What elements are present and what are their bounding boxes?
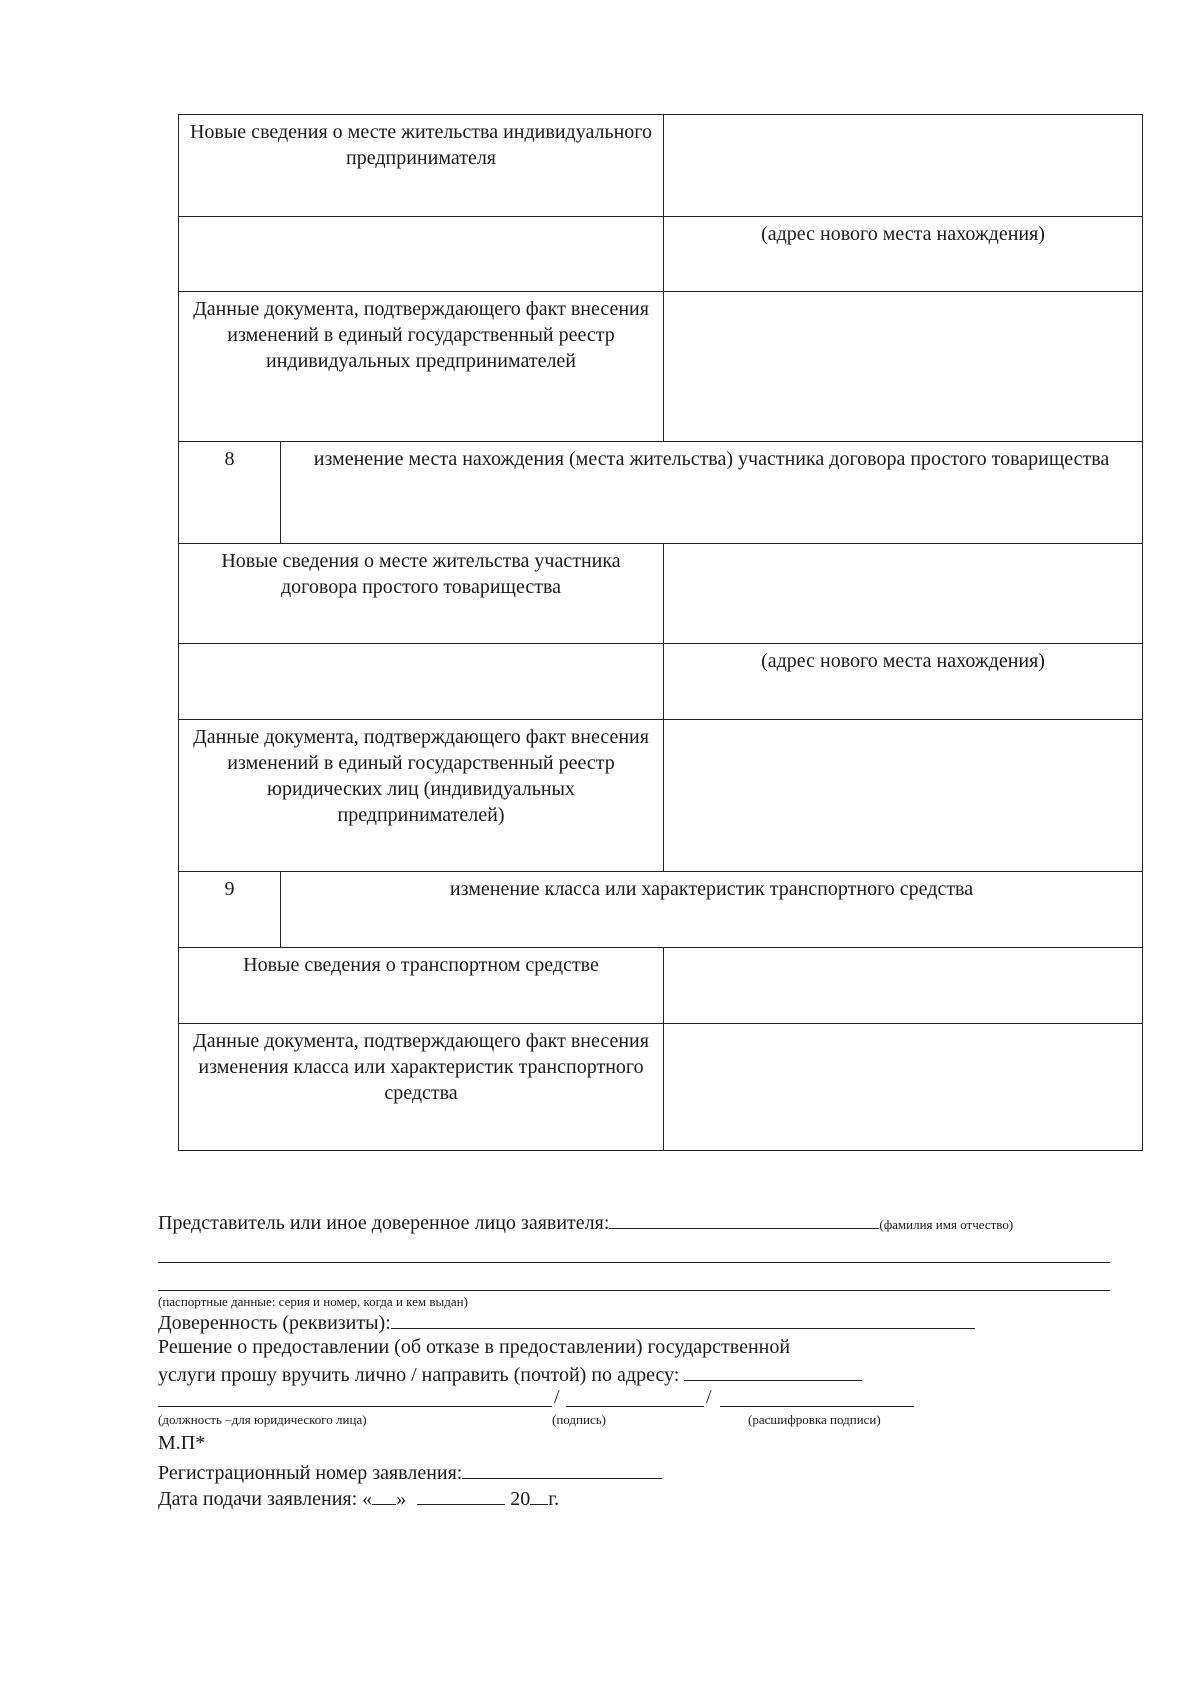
registry-document-field[interactable] <box>664 720 1143 872</box>
date-month-field[interactable] <box>417 1486 505 1505</box>
representative-label: Представитель или иное доверенное лицо заявителя: <box>158 1212 610 1234</box>
table-row <box>179 442 1143 544</box>
row-title: изменение места нахождения (места жительства) участника договора простого товарищества <box>281 442 1143 544</box>
signature-hint: (подпись) <box>552 1412 606 1427</box>
empty-cell <box>179 644 664 720</box>
registry-document-label: Данные документа, подтверждающего факт внесения изменений в единый государственный реестр юридических лиц (индивидуальных предпринимателей) <box>179 720 664 872</box>
row-number: 9 <box>179 872 281 948</box>
vehicle-info-label: Новые сведения о транспортном средстве <box>179 948 664 1024</box>
address-hint: (адрес нового места нахождения) <box>664 644 1143 720</box>
power-of-attorney-label: Доверенность (реквизиты): <box>158 1312 391 1334</box>
separator: / <box>706 1386 712 1408</box>
delivery-address-field[interactable] <box>684 1362 862 1381</box>
date-label: Дата подачи заявления: « <box>158 1488 373 1510</box>
new-residence-field[interactable] <box>664 115 1143 217</box>
date-year-field[interactable] <box>530 1486 548 1505</box>
empty-cell <box>179 217 664 292</box>
registration-label: Регистрационный номер заявления: <box>158 1462 463 1484</box>
decision-text-line-1: Решение о предоставлении (об отказе в предоставлении) государственной <box>158 1336 791 1358</box>
decision-line <box>158 1362 862 1387</box>
registry-document-field[interactable] <box>664 292 1143 442</box>
row-title: изменение класса или характеристик транспортного средства <box>281 872 1143 948</box>
table-row <box>179 115 1143 217</box>
year-suffix: г. <box>548 1488 560 1510</box>
year-prefix: 20 <box>510 1488 531 1510</box>
table-row <box>179 948 1143 1024</box>
decision-text-line-2: услуги прошу вручить лично / направить (почтой) по адресу: <box>158 1364 680 1386</box>
signature-decoding-field[interactable] <box>720 1406 914 1407</box>
partner-residence-label: Новые сведения о месте жительства участника договора простого товарищества <box>179 544 664 644</box>
new-residence-label: Новые сведения о месте жительства индивидуального предпринимателя <box>179 115 664 217</box>
changes-table <box>178 114 1143 1151</box>
date-line <box>158 1486 559 1511</box>
table-row <box>179 292 1143 442</box>
passport-hint: (паспортные данные: серия и номер, когда и кем выдан) <box>158 1294 468 1309</box>
row-number: 8 <box>179 442 281 544</box>
partner-residence-field[interactable] <box>664 544 1143 644</box>
full-name-hint: (фамилия имя отчество) <box>879 1217 1014 1232</box>
passport-line-2[interactable] <box>158 1290 1110 1291</box>
table-row <box>179 217 1143 292</box>
table-row <box>179 872 1143 948</box>
signature-field[interactable] <box>566 1406 704 1407</box>
separator: / <box>554 1386 560 1408</box>
signature-decoding-hint: (расшифровка подписи) <box>748 1412 881 1427</box>
passport-line-1[interactable] <box>158 1262 1110 1263</box>
table-row <box>179 720 1143 872</box>
position-field[interactable] <box>158 1406 552 1407</box>
table-row <box>179 1024 1143 1151</box>
representative-name-field[interactable] <box>609 1210 879 1229</box>
date-close-quote: » <box>396 1488 407 1510</box>
table-row <box>179 644 1143 720</box>
power-of-attorney-field[interactable] <box>391 1310 975 1329</box>
position-hint: (должность –для юридического лица) <box>158 1412 367 1427</box>
registration-number-field[interactable] <box>462 1460 662 1479</box>
power-of-attorney-line <box>158 1310 975 1335</box>
vehicle-info-field[interactable] <box>664 948 1143 1024</box>
vehicle-document-field[interactable] <box>664 1024 1143 1151</box>
table-row <box>179 544 1143 644</box>
representative-line <box>158 1210 1013 1235</box>
address-hint: (адрес нового места нахождения) <box>664 217 1143 292</box>
vehicle-document-label: Данные документа, подтверждающего факт внесения изменения класса или характеристик транспортного средства <box>179 1024 664 1151</box>
registry-document-label: Данные документа, подтверждающего факт внесения изменений в единый государственный реестр индивидуальных предпринимателей <box>179 292 664 442</box>
date-day-field[interactable] <box>372 1486 396 1505</box>
registration-line <box>158 1460 662 1485</box>
stamp-placeholder: М.П* <box>158 1432 206 1454</box>
